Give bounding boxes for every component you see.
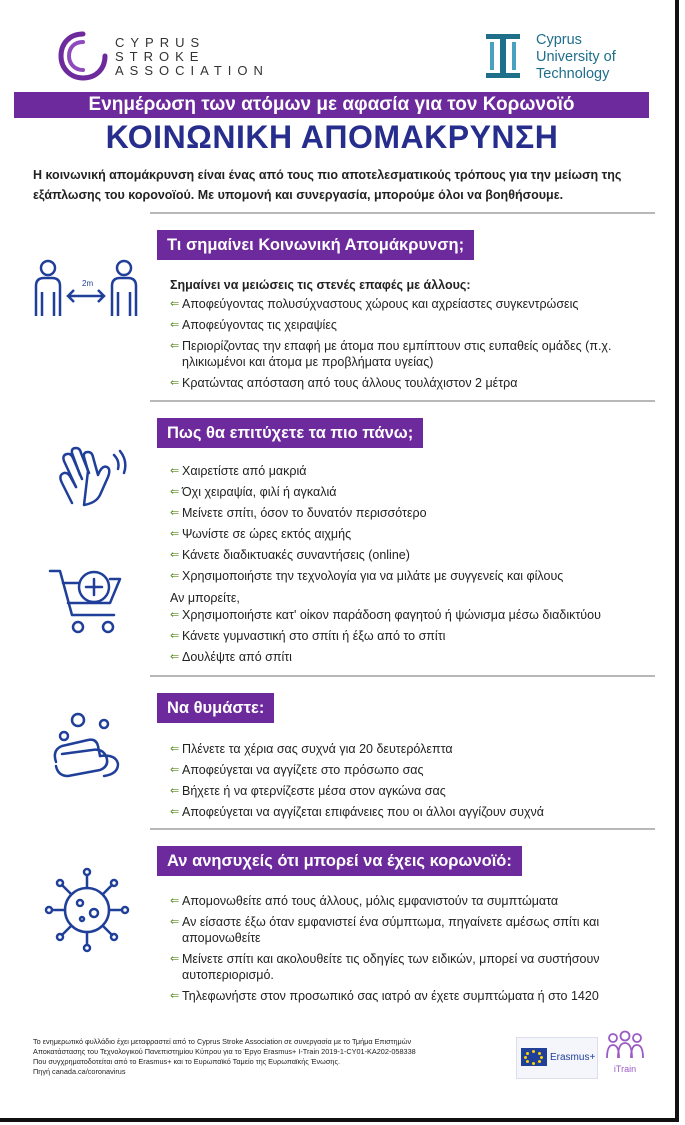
arrow-left-icon: ⇐ (170, 895, 180, 907)
section-3-title: Να θυμάστε: (157, 693, 274, 723)
arrow-left-icon: ⇐ (170, 377, 180, 389)
footer-credits (33, 1037, 513, 1077)
list-item (170, 893, 650, 909)
divider (150, 400, 655, 402)
list-item (170, 951, 650, 983)
list-item (170, 649, 650, 665)
arrow-left-icon: ⇐ (170, 806, 180, 818)
list-item (170, 783, 650, 799)
section-1-lead: Σημαίνει να μειώσεις τις στενές επαφές με άλλους: (170, 278, 471, 292)
list-item (170, 317, 650, 333)
item-text: Τηλεφωνήστε στον προσωπικό σας ιατρό αν έχετε συμπτώματα ή στο 1420 (182, 989, 599, 1003)
item-text: Κάνετε γυμναστική στο σπίτι ή έξω από το σπίτι (182, 629, 446, 643)
item-text: Πλένετε τα χέρια σας συχνά για 20 δευτερόλεπτα (182, 742, 453, 756)
distancing-people-icon (32, 258, 142, 318)
item-text: Αποφεύγοντας τις χειραψίες (182, 318, 337, 332)
item-text: Δουλέψτε από σπίτι (182, 650, 292, 664)
item-text: Κρατώντας απόσταση από τους άλλους τουλάχιστον 2 μέτρα (182, 376, 518, 390)
item-text: Ψωνίστε σε ώρες εκτός αιχμής (182, 527, 352, 541)
list-item (170, 741, 650, 757)
footer-source: Πηγή canada.ca/coronavirus (33, 1067, 126, 1076)
item-text: Βήχετε ή να φτερνίζεστε μέσα στον αγκώνα σας (182, 784, 446, 798)
hand-washing-icon (48, 710, 128, 782)
list-item (170, 547, 650, 563)
divider (150, 828, 655, 830)
csa-logo (55, 28, 269, 84)
list-item (170, 338, 650, 370)
arrow-left-icon: ⇐ (170, 549, 180, 561)
intro-paragraph: Η κοινωνική απομάκρυνση είναι ένας από τους πιο αποτελεσματικούς τρόπους για την μείωση της εξάπλωσης του κορονοϊού. Με υπομονή και συνεργασία, μπορούμε όλοι να βοηθήσουμε. (33, 168, 622, 202)
section-1-title: Τι σημαίνει Κοινωνική Απομάκρυνση; (157, 230, 474, 260)
item-text: Αποφεύγοντας πολυσύχναστους χώρους και αχρείαστες συγκεντρώσεις (182, 297, 579, 311)
footer-line-1: Το ενημερωτικό φυλλάδιο έχει μεταφραστεί από το Cyprus Stroke Association σε συνεργασία με το Τμήμα Επιστημών (33, 1037, 412, 1046)
virus-icon (42, 865, 132, 955)
arrow-left-icon: ⇐ (170, 465, 180, 477)
divider (150, 675, 655, 677)
list-item (170, 762, 650, 778)
section-2-list (170, 463, 650, 670)
footer-line-3: Που συγχρηματοδοτείται από το Erasmus+ και το Ευρωπαϊκό Ταμείο της Ευρωπαϊκής Ένωσης. (33, 1057, 340, 1066)
list-item (170, 914, 650, 946)
list-item (170, 463, 650, 479)
item-text: Χρησιμοποιήστε κατ' οίκον παράδοση φαγητού ή ψώνισμα μέσω διαδικτύου (182, 608, 601, 622)
arrow-left-icon: ⇐ (170, 990, 180, 1002)
arrow-left-icon: ⇐ (170, 953, 180, 965)
section-3-list (170, 741, 650, 825)
cut-mark-icon (484, 30, 522, 82)
list-item (170, 988, 650, 1004)
list-item (170, 628, 650, 644)
erasmus-logo (516, 1037, 598, 1079)
arrow-left-icon: ⇐ (170, 609, 180, 621)
item-text: Μείνετε σπίτι, όσον το δυνατόν περισσότερο (182, 506, 427, 520)
arrow-left-icon: ⇐ (170, 785, 180, 797)
page-title: ΚΟΙΝΩΝΙΚΗ ΑΠΟΜΑΚΡΥΝΣΗ (105, 119, 559, 155)
list-item (170, 375, 650, 391)
item-text: Μείνετε σπίτι και ακολουθείτε τις οδηγίες των ειδικών, μπορεί να συστήσουν αυτοπεριορισμό. (182, 952, 600, 982)
footer-line-2: Αποκατάστασης του Τεχνολογικού Πανεπιστημίου Κύπρου για το Έργο Erasmus+ I-Train 2019-1-CY01-KA202-058338 (33, 1047, 416, 1056)
arrow-left-icon: ⇐ (170, 507, 180, 519)
cut-line-3: Technology (536, 66, 610, 82)
arrow-left-icon: ⇐ (170, 916, 180, 928)
erasmus-label: Erasmus+ (550, 1052, 596, 1063)
item-text: Απομονωθείτε από τους άλλους, μόλις εμφανιστούν τα συμπτώματα (182, 894, 559, 908)
list-item (170, 607, 650, 623)
arrow-left-icon: ⇐ (170, 319, 180, 331)
csa-ring-icon (55, 28, 111, 84)
top-banner: Ενημέρωση των ατόμων με αφασία για τον Κορωνοϊό (14, 92, 649, 118)
item-text: Αν είσαστε έξω όταν εμφανιστεί ένα σύμπτωμα, πηγαίνετε αμέσως σπίτι και απομονωθείτε (182, 915, 600, 945)
csa-line-2: STROKE (115, 49, 205, 64)
list-item (170, 296, 650, 312)
list-item (170, 568, 650, 584)
section-2-plain: Αν μπορείτε, (170, 591, 240, 605)
waving-hand-icon (50, 445, 130, 507)
arrow-left-icon: ⇐ (170, 651, 180, 663)
cut-logo (484, 30, 644, 86)
section-2-title: Πως θα επιτύχετε τα πιο πάνω; (157, 418, 423, 448)
arrow-left-icon: ⇐ (170, 340, 180, 352)
section-4-list (170, 893, 650, 1009)
item-text: Κάνετε διαδικτυακές συναντήσεις (online) (182, 548, 410, 562)
section-1-list (170, 276, 650, 396)
item-text: Χρησιμοποιήστε την τεχνολογία για να μιλάτε με συγγενείς και φίλους (182, 569, 564, 583)
item-text: Αποφεύγεται να αγγίζεται επιφάνειες που οι άλλοι αγγίζουν συχνά (182, 805, 544, 819)
distance-label: 2m (82, 279, 94, 288)
csa-line-1: CYPRUS (115, 35, 206, 50)
list-item (170, 804, 650, 820)
arrow-left-icon: ⇐ (170, 764, 180, 776)
csa-line-3: ASSOCIATION (115, 63, 269, 78)
arrow-left-icon: ⇐ (170, 298, 180, 310)
arrow-left-icon: ⇐ (170, 570, 180, 582)
item-text: Χαιρετίστε από μακριά (182, 464, 307, 478)
list-item (170, 526, 650, 542)
item-text: Αποφεύγεται να αγγίζετε στο πρόσωπο σας (182, 763, 424, 777)
list-item (170, 484, 650, 500)
shopping-cart-add-icon (48, 565, 128, 635)
arrow-left-icon: ⇐ (170, 528, 180, 540)
arrow-left-icon: ⇐ (170, 743, 180, 755)
itrain-people-icon (603, 1030, 647, 1062)
section-4-title: Αν ανησυχείς ότι μπορεί να έχεις κορωνοϊό: (157, 846, 522, 876)
divider (150, 212, 655, 214)
arrow-left-icon: ⇐ (170, 630, 180, 642)
eu-flag-icon (521, 1048, 547, 1066)
item-text: Περιορίζοντας την επαφή με άτομα που εμπίπτουν στις ευπαθείς ομάδες (π.χ. ηλικιωμένοι και άτομα με προβλήματα υγείας) (182, 339, 612, 369)
list-item (170, 505, 650, 521)
cut-line-1: Cyprus (536, 32, 582, 48)
itrain-logo (603, 1030, 647, 1080)
cut-line-2: University of (536, 49, 616, 65)
itrain-label: iTrain (613, 1064, 637, 1074)
item-text: Όχι χειραψία, φιλί ή αγκαλιά (182, 485, 337, 499)
arrow-left-icon: ⇐ (170, 486, 180, 498)
